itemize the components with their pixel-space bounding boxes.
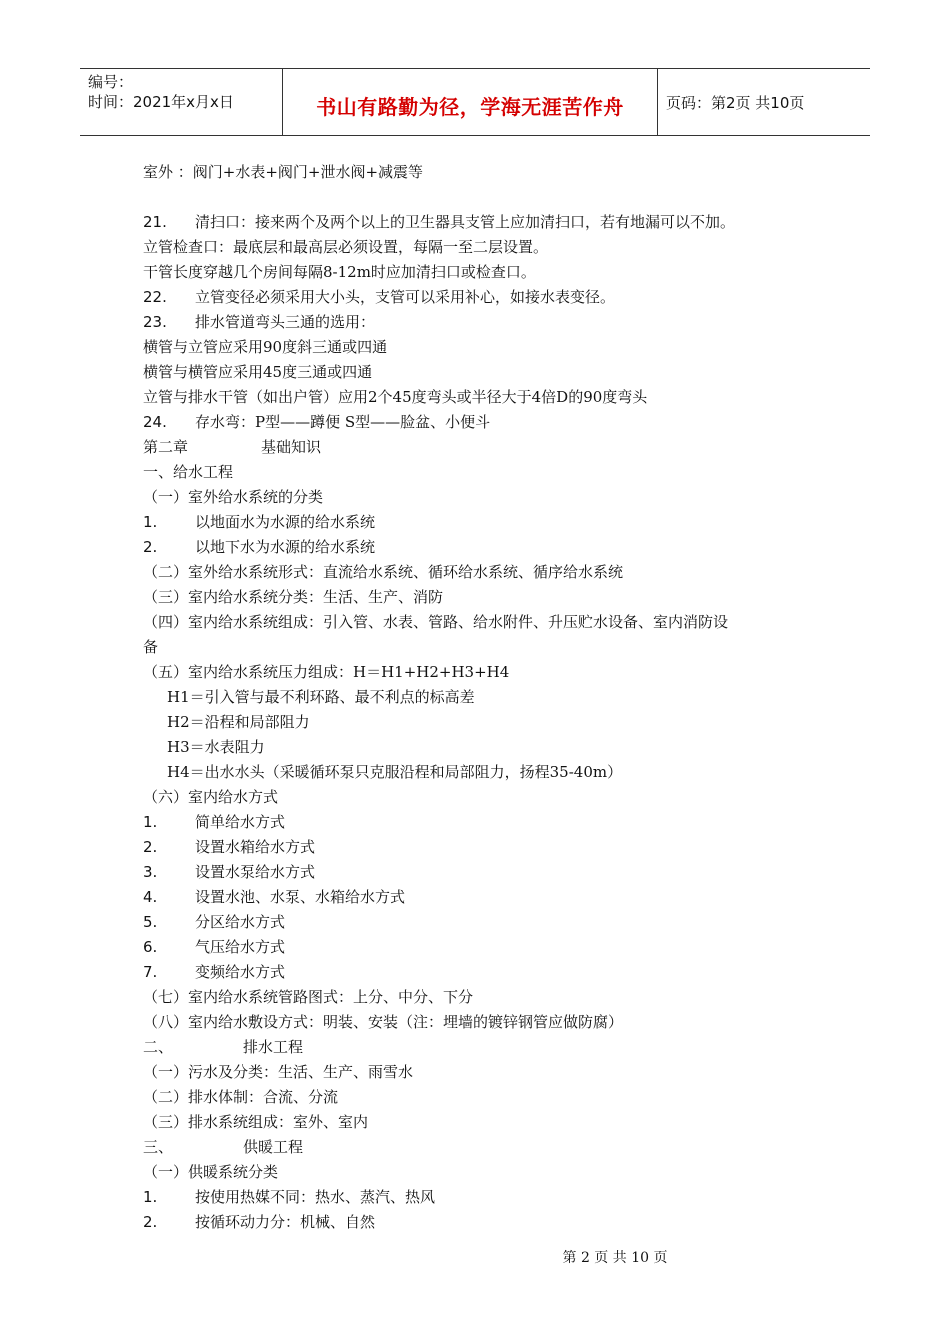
line-number: 7. — [143, 963, 158, 981]
text-line — [143, 610, 813, 635]
text-line — [143, 310, 813, 335]
text-line — [143, 1110, 813, 1135]
text-line — [143, 835, 813, 860]
text-line — [143, 510, 813, 535]
text-line — [143, 360, 813, 385]
line-text: 存水弯：P型——蹲便 S型——脸盆、小便斗 — [195, 413, 491, 431]
line-text: H3＝水表阻力 — [167, 738, 265, 756]
line-text: 横管与立管应采用90度斜三通或四通 — [143, 338, 388, 356]
line-text: 立管与排水干管（如出户管）应用2个45度弯头或半径大于4倍D的90度弯头 — [143, 388, 648, 406]
line-text: 立管检查口：最底层和最高层必须设置，每隔一至二层设置。 — [143, 238, 549, 256]
line-text: 基础知识 — [261, 438, 322, 456]
line-text: （三）室内给水系统分类：生活、生产、消防 — [143, 588, 444, 606]
line-text: （二）排水体制：合流、分流 — [143, 1088, 339, 1106]
line-text: 设置水泵给水方式 — [195, 863, 316, 881]
line-number: 5. — [143, 913, 158, 931]
page-footer: 第 2 页 共 10 页 — [562, 1250, 668, 1266]
line-text: 以地面水为水源的给水系统 — [195, 513, 376, 531]
line-text: 供暖工程 — [243, 1138, 304, 1156]
text-line — [143, 1085, 813, 1110]
text-line — [143, 1185, 813, 1210]
text-line — [143, 785, 813, 810]
line-text: （一）供暖系统分类 — [143, 1163, 279, 1181]
text-line — [143, 485, 813, 510]
line-text: （一）污水及分类：生活、生产、雨雪水 — [143, 1063, 414, 1081]
text-line — [143, 385, 813, 410]
text-line — [143, 1210, 813, 1235]
line-text: 横管与横管应采用45度三通或四通 — [143, 363, 373, 381]
text-line — [143, 585, 813, 610]
text-line — [143, 1160, 813, 1185]
document-body — [143, 160, 813, 1235]
text-line — [143, 735, 813, 760]
text-line — [143, 210, 813, 235]
line-text: （五）室内给水系统压力组成：H＝H1+H2+H3+H4 — [143, 663, 510, 681]
line-text: （七）室内给水系统管路图式：上分、中分、下分 — [143, 988, 474, 1006]
document-number-label: 编号： — [88, 73, 134, 91]
line-number: 1. — [143, 813, 158, 831]
line-number: 4. — [143, 888, 158, 906]
line-text: 按循环动力分：机械、自然 — [195, 1213, 376, 1231]
line-text: 以地下水为水源的给水系统 — [195, 538, 376, 556]
line-number: 21. — [143, 213, 167, 231]
line-number: 第二章 — [143, 438, 189, 456]
text-line — [143, 1010, 813, 1035]
line-text: 按使用热媒不同：热水、蒸汽、热风 — [195, 1188, 436, 1206]
line-text: （四）室内给水系统组成：引入管、水表、管路、给水附件、升压贮水设备、室内消防设 — [143, 613, 729, 631]
line-text: 清扫口：接来两个及两个以上的卫生器具支管上应加清扫口，若有地漏可以不加。 — [195, 213, 736, 231]
line-text: （六）室内给水方式 — [143, 788, 279, 806]
line-text: 一、给水工程 — [143, 463, 234, 481]
header-motto-cell — [282, 69, 658, 135]
text-line — [143, 560, 813, 585]
text-line — [143, 335, 813, 360]
line-text: H4＝出水水头（采暖循环泵只克服沿程和局部阻力，扬程35-40m） — [167, 763, 623, 781]
page-header — [80, 68, 870, 136]
text-line — [143, 635, 813, 660]
line-text: 立管变径必须采用大小头，支管可以采用补心，如接水表变径。 — [195, 288, 616, 306]
document-time-label: 时间：2021年x月x日 — [88, 93, 234, 111]
line-number: 23. — [143, 313, 167, 331]
line-number: 1. — [143, 1188, 158, 1206]
text-line — [143, 285, 813, 310]
line-text: 变频给水方式 — [195, 963, 286, 981]
line-text: H1＝引入管与最不利环路、最不利点的标高差 — [167, 688, 475, 706]
line-text: 设置水池、水泵、水箱给水方式 — [195, 888, 406, 906]
line-text: 排水管道弯头三通的选用： — [195, 313, 376, 331]
header-page-info: 页码：第2页 共10页 — [666, 94, 805, 112]
blank-line — [143, 185, 813, 210]
line-number: 2. — [143, 1213, 158, 1231]
line-text: H2＝沿程和局部阻力 — [167, 713, 310, 731]
line-number: 2. — [143, 538, 158, 556]
line-text: （三）排水系统组成：室外、室内 — [143, 1113, 369, 1131]
line-number: 二、 — [143, 1038, 174, 1056]
text-line — [143, 710, 813, 735]
text-line — [143, 810, 813, 835]
line-text: 设置水箱给水方式 — [195, 838, 316, 856]
line-number: 6. — [143, 938, 158, 956]
line-number: 24. — [143, 413, 167, 431]
line-text: 备 — [143, 638, 159, 656]
line-number: 3. — [143, 863, 158, 881]
header-meta — [80, 69, 282, 135]
line-text: 气压给水方式 — [195, 938, 286, 956]
line-text: 室外 ：阀门+水表+阀门+泄水阀+减震等 — [143, 163, 424, 181]
line-text: 分区给水方式 — [195, 913, 286, 931]
text-line — [143, 860, 813, 885]
text-line — [143, 885, 813, 910]
line-text: 干管长度穿越几个房间每隔8-12m时应加清扫口或检查口。 — [143, 263, 536, 281]
line-number: 三、 — [143, 1138, 174, 1156]
text-line — [143, 660, 813, 685]
text-line — [143, 910, 813, 935]
line-text: （一）室外给水系统的分类 — [143, 488, 324, 506]
text-line — [143, 160, 813, 185]
text-line — [143, 410, 813, 435]
text-line — [143, 435, 813, 460]
text-line — [143, 1035, 813, 1060]
text-line — [143, 985, 813, 1010]
line-number: 22. — [143, 288, 167, 306]
text-line — [143, 685, 813, 710]
text-line — [143, 935, 813, 960]
text-line — [143, 535, 813, 560]
line-text: 排水工程 — [243, 1038, 304, 1056]
line-number: 2. — [143, 838, 158, 856]
text-line — [143, 460, 813, 485]
header-motto: 书山有路勤为径，学海无涯苦作舟 — [316, 95, 624, 119]
line-text: （二）室外给水系统形式：直流给水系统、循环给水系统、循序给水系统 — [143, 563, 624, 581]
text-line — [143, 260, 813, 285]
text-line — [143, 235, 813, 260]
text-line — [143, 960, 813, 985]
text-line — [143, 1060, 813, 1085]
line-text: （八）室内给水敷设方式：明装、安装（注：埋墙的镀锌钢管应做防腐） — [143, 1013, 624, 1031]
text-line — [143, 760, 813, 785]
line-text: 简单给水方式 — [195, 813, 286, 831]
line-number: 1. — [143, 513, 158, 531]
text-line — [143, 1135, 813, 1160]
